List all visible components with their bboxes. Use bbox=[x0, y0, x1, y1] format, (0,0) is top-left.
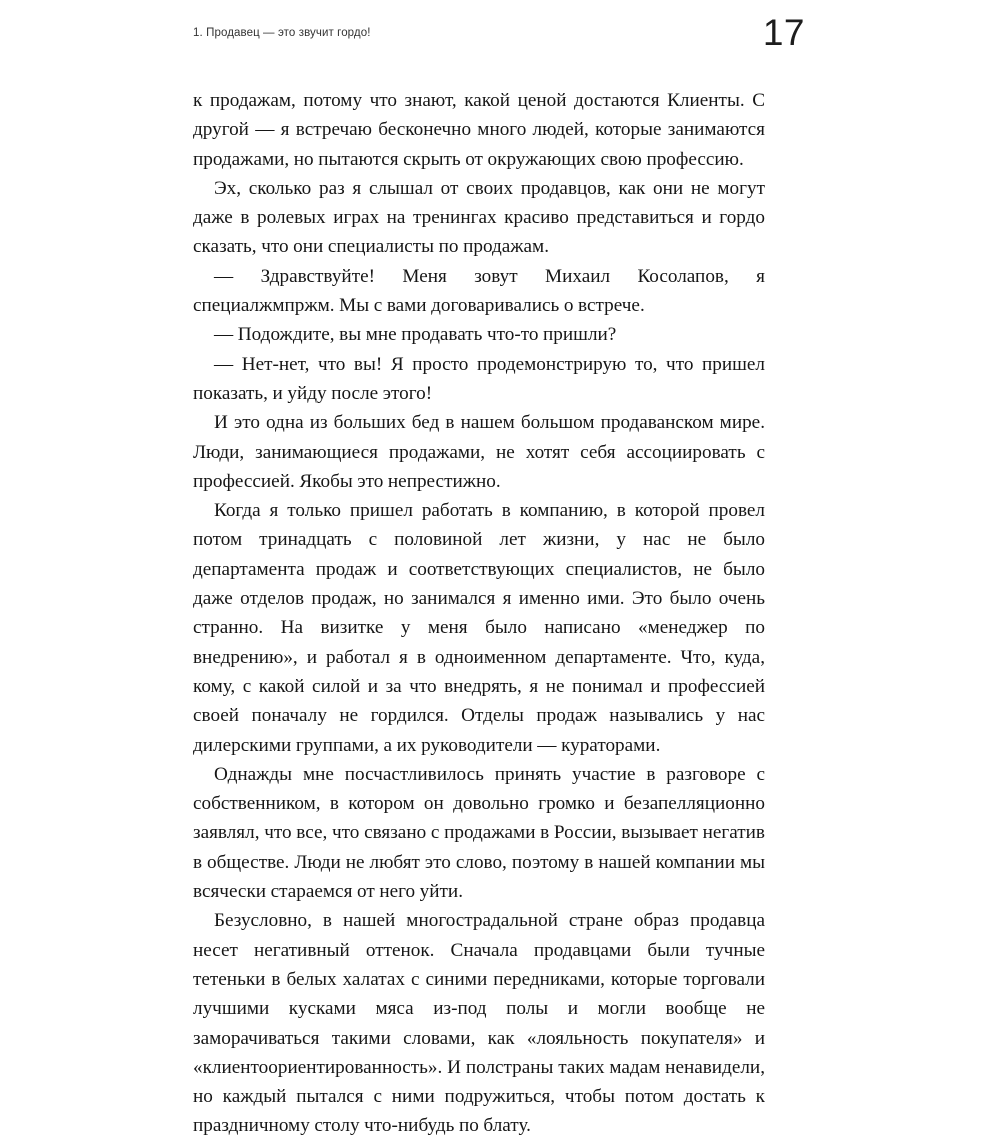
paragraph-dialogue: — Здравствуйте! Меня зовут Михаил Косолапов, я специалжмпржм. Мы с вами договаривались о встрече. bbox=[193, 265, 765, 317]
body-text-block bbox=[193, 86, 765, 1141]
paragraph: Когда я только пришел работать в компанию, в которой провел потом тринадцать с половиной лет жизни, у нас не было департамента продаж и соответствующих специалистов, не было даже отделов продаж, но занимался я именно ими. Это было очень странно. На визитке у меня было написано «менеджер по внедрению», и работал я в одноименном департаменте. Что, куда, кому, с какой силой и за что внедрять, я не понимал и профессией своей поначалу не гордился. Отделы продаж назывались у нас дилерскими группами, а их руководители — кураторами. bbox=[193, 500, 765, 756]
paragraph: Эх, сколько раз я слышал от своих продавцов, как они не могут даже в ролевых играх на тренингах красиво представиться и гордо сказать, что они специалисты по продажам. bbox=[193, 177, 765, 258]
paragraph: Безусловно, в нашей многострадальной стране образ продавца несет негативный оттенок. Сначала продавцами были тучные тетеньки в белых халатах с синими передниками, которые торговали лучшими кусками мяса из-под полы и могли вообще не заморачиваться такими словами, как «лояльность покупателя» и «клиентоориентированность». И полстраны таких мадам ненавидели, но каждый пытался с ними подружиться, чтобы потом достать к праздничному столу что-нибудь по блату. bbox=[193, 910, 765, 1137]
paragraph: И это одна из больших бед в нашем большом продаванском мире. Люди, занимающиеся продажами, не хотят себя ассоциировать с профессией. Якобы это непрестижно. bbox=[193, 412, 765, 492]
paragraph-dialogue: — Нет-нет, что вы! Я просто продемонстрирую то, что пришел показать, и уйду после этого! bbox=[193, 353, 765, 404]
paragraph: Однажды мне посчастливилось принять участие в разговоре с собственником, в котором он довольно громко и безапелляционно заявлял, что все, что связано с продажами в России, вызывает негатив в обществе. Люди не любят это слово, поэтому в нашей компании мы всячески стараемся от него уйти. bbox=[193, 763, 765, 903]
paragraph: к продажам, потому что знают, какой ценой достаются Клиенты. С другой — я встречаю бесконечно много людей, которые занимаются продажами, но пытаются скрыть от окружающих свою профессию. bbox=[193, 90, 765, 170]
page-header bbox=[193, 28, 795, 50]
paragraph-dialogue: — Подождите, вы мне продавать что-то пришли? bbox=[214, 324, 617, 346]
running-head-chapter-title: 1. Продавец — это звучит гордо! bbox=[193, 27, 371, 39]
page-number: 17 bbox=[762, 12, 805, 53]
